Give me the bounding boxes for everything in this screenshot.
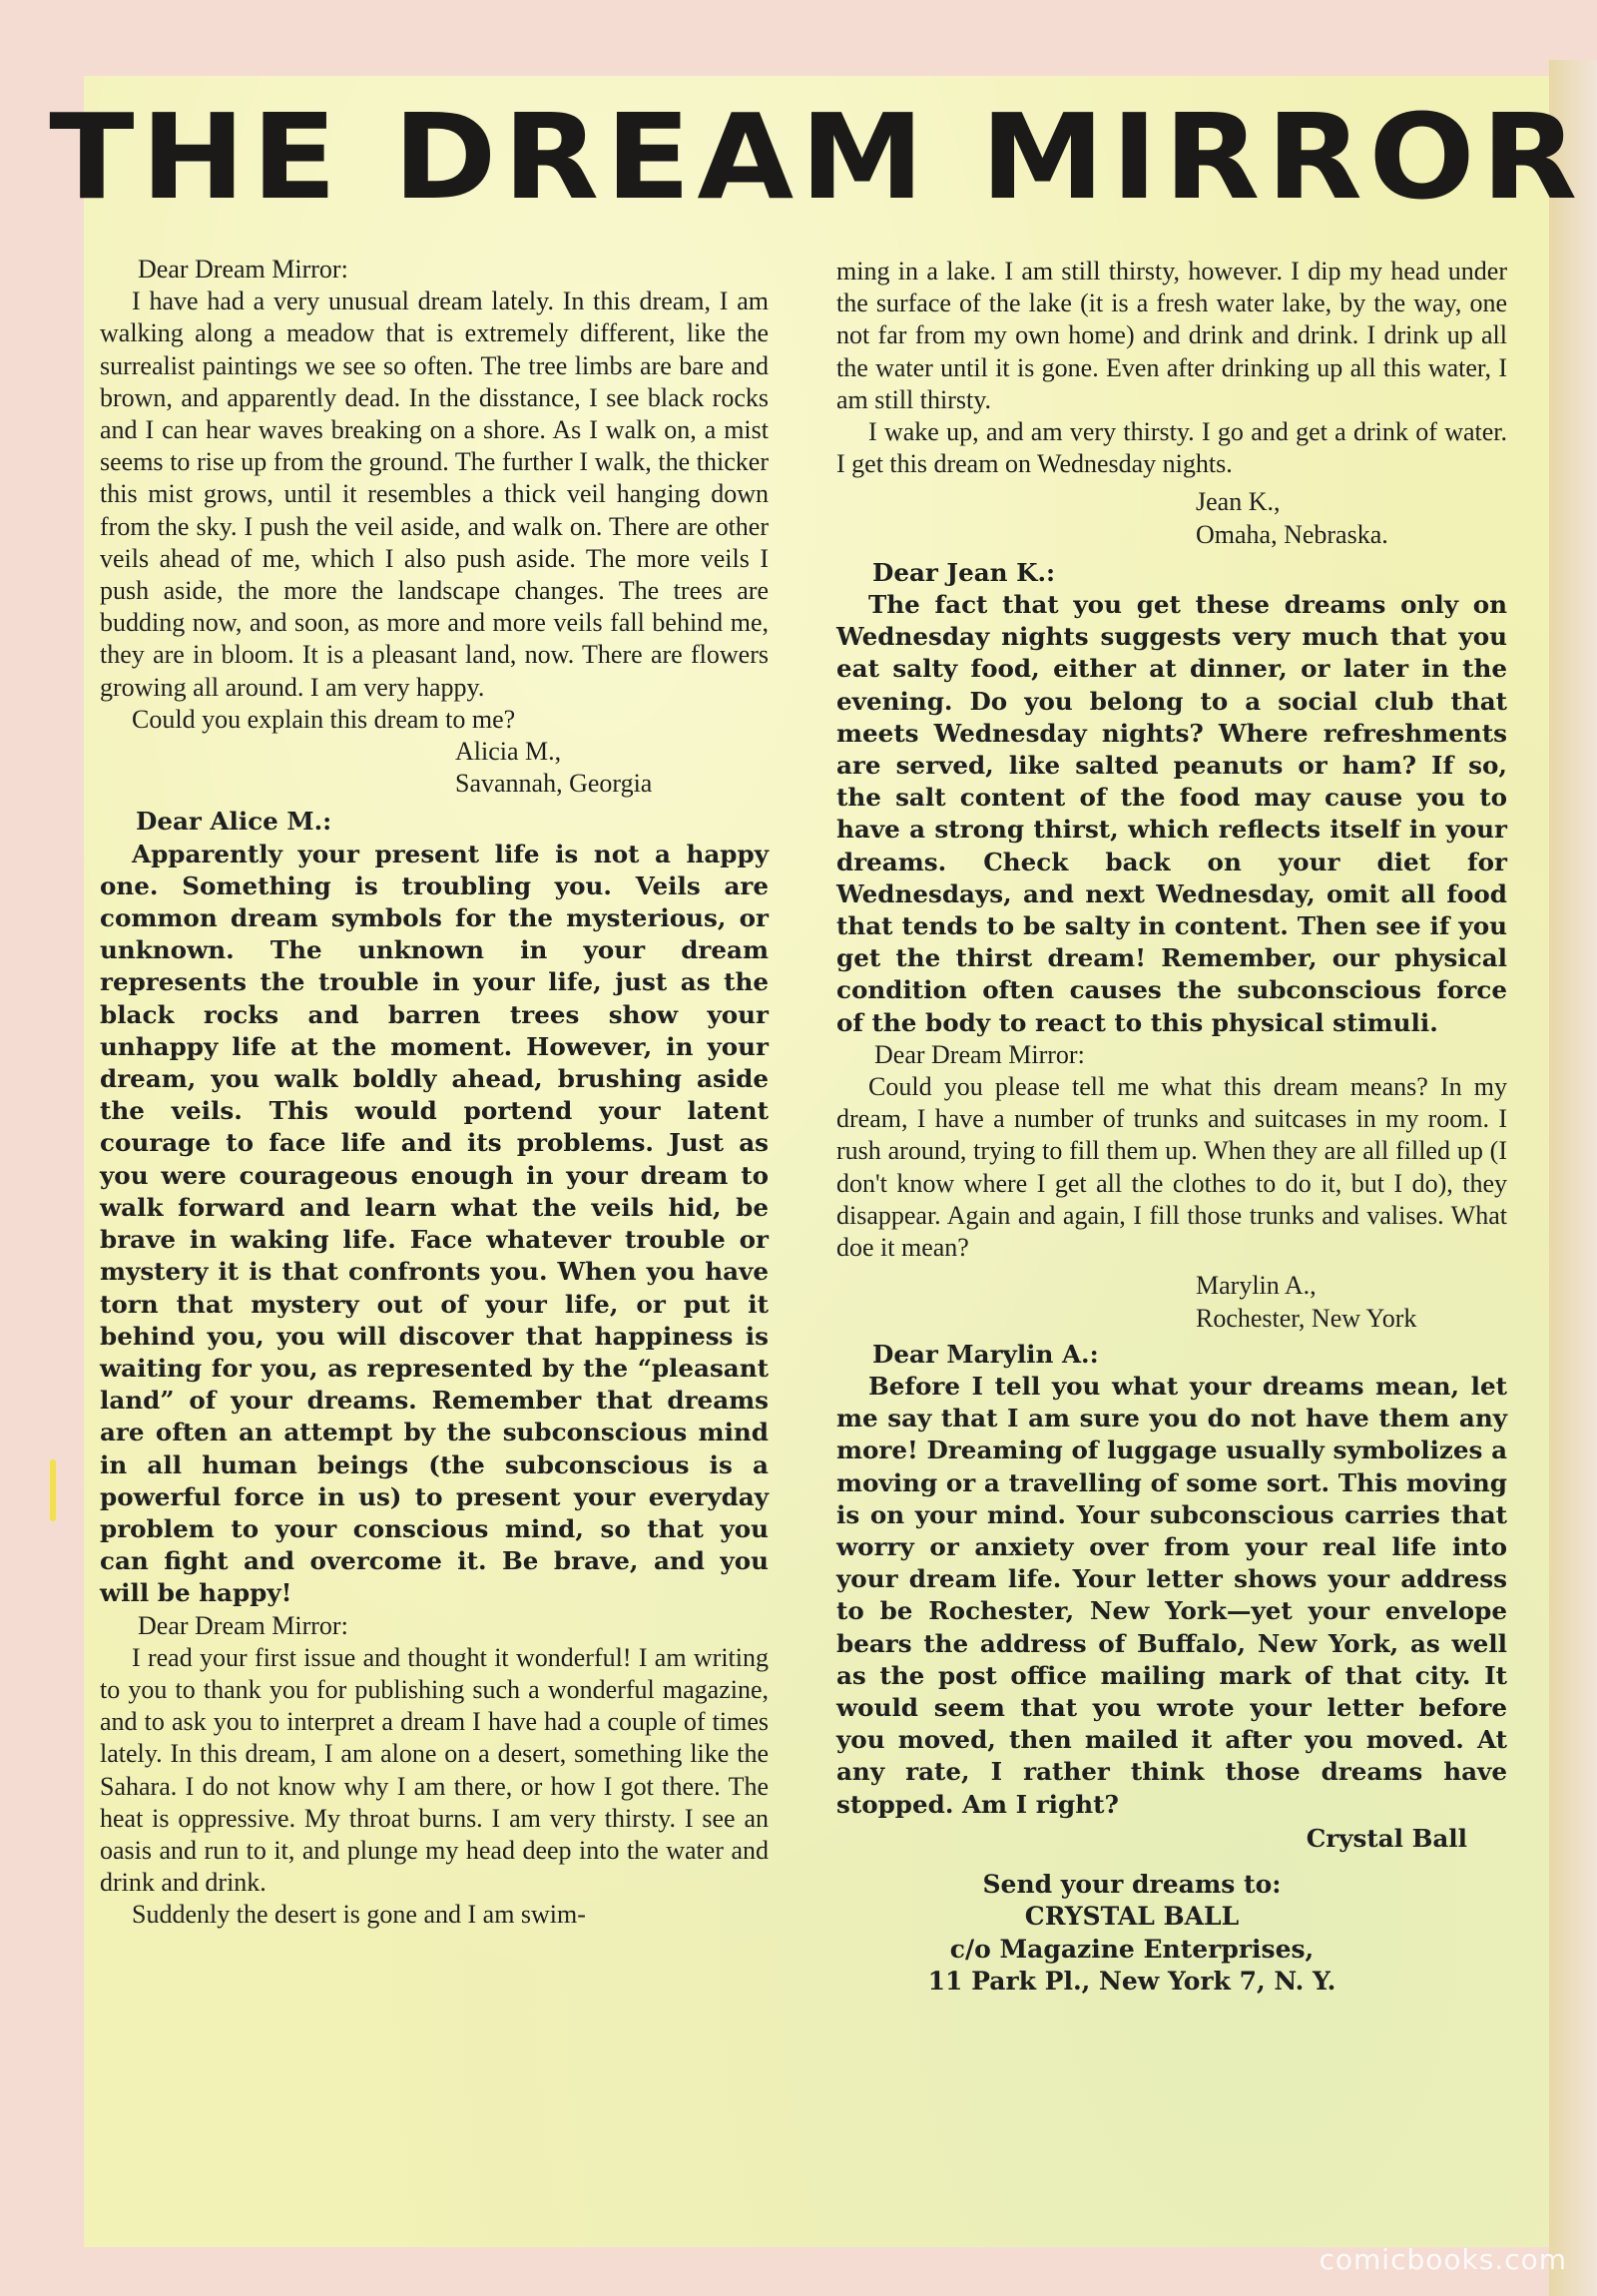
letter2-body1: I read your first issue and thought it wonderful! I am writing to you to thank you for publishing such a wonderful magazine, and to ask you to interpret a dream I have had a couple of times lately. In this dream, I am alone on a desert, something like the Sahara. I do not know why I am there, or how I got there. The heat is oppressive. My throat burns. I am very thirsty. I see an oasis and run to it, and plunge my head deep into the water and drink and drink. [100, 1642, 769, 1898]
letter1-body: I have had a very unusual dream lately. In this dream, I am walking along a meadow that is extremely different, like the surrealist paintings we see so often. The tree limbs are bare and brown, and apparently dead. In the disstance, I see black rocks and I can hear waves breaking on a shore. As I walk on, a mist seems to rise up from the ground. The further I walk, the thicker this mist grows, until it resembles a thick veil hanging down from the sky. I push the veil aside, and walk on. There are other veils ahead of me, which I also push aside. The more veils I push aside, the more the landscape changes. The trees are budding now, and soon, as more and more veils fall behind me, they are in bloom. It is a pleasant land, now. There are flowers growing all around. I am very happy. [100, 287, 769, 702]
letter2-body3: I wake up, and am very thirsty. I go and get a drink of water. I get this dream on Wednesday nights. [836, 417, 1507, 479]
reply3-salutation: Dear Marylin A.: [872, 1339, 1099, 1369]
send-line4: 11 Park Pl., New York 7, N. Y. [927, 1967, 1336, 1997]
letter1-sig-place: Savannah, Georgia [455, 769, 653, 799]
send-address-block [836, 1869, 1507, 1999]
letter2-body2a: Suddenly the desert is gone and I am swim- [132, 1900, 586, 1930]
reply2-salutation: Dear Jean K.: [872, 557, 1056, 587]
reply3-body: Before I tell you what your dreams mean, let me say that I am sure you do not have them any more! Dreaming of luggage usually symbolizes a moving or a travelling of some sort. This moving is on your mind. Your subconscious carries that worry or anxiety over from your real life into your dream life. Your letter shows your address to be Rochester, New York—yet your envelope bears the address of Buffalo, New York, as well as the post office mailing mark of that city. It would seem that you wrote your letter before you moved, then mailed it after you moved. At any rate, I rather think those dreams have stopped. Am I right? [836, 1371, 1507, 1819]
letter3-body: Could you please tell me what this dream means? In my dream, I have a number of trunks and suitcases in my room. I rush around, trying to fill them up. When they are all filled up (I don't know where I get all the clothes to do it, but I do), they disappear. Again and again, I fill those trunks and valises. What doe it mean? [836, 1072, 1507, 1263]
reply1-salutation: Dear Alice M.: [136, 807, 332, 837]
page-edge [1549, 60, 1597, 2296]
page-title: THE DREAM MIRROR [49, 88, 1584, 226]
letter2-sig-place: Omaha, Nebraska. [1196, 519, 1388, 549]
letter2-salutation: Dear Dream Mirror: [138, 1610, 348, 1640]
letter2-sig-name: Jean K., [1196, 487, 1281, 517]
watermark: comicbooks.com [1319, 2243, 1567, 2276]
letter1-question: Could you explain this dream to me? [132, 704, 516, 734]
send-line1: Send your dreams to: [982, 1869, 1282, 1899]
letter1-sig-name: Alicia M., [455, 737, 562, 767]
letter3-salutation: Dear Dream Mirror: [874, 1039, 1085, 1069]
send-line3: c/o Magazine Enterprises, [949, 1934, 1315, 1964]
reply2-body: The fact that you get these dreams only on Wednesday nights suggests very much that you eat salty food, either at dinner, or later in the evening. Do you belong to a social club that meets Wednesday nights? Where refreshments are served, like salted peanuts or ham? If so, the salt content of the food may cause you to have a strong thirst, which reflects itself in your dreams. Check back on your diet for Wednesdays, and next Wednesday, omit all food that tends to be salty in content. Then see if you get the thirst dream! Remember, our physical condition often causes the subconscious force of the body to react to this physical stimuli. [836, 590, 1507, 1037]
left-column [100, 254, 769, 1932]
letter3-sig-name: Marylin A., [1196, 1271, 1317, 1301]
reply3-signature: Crystal Ball [1306, 1823, 1467, 1853]
letter1-salutation: Dear Dream Mirror: [138, 255, 348, 284]
margin-mark [50, 1459, 56, 1521]
reply1-body: Apparently your present life is not a happy one. Something is troubling you. Veils are common dream symbols for the mysterious, or unknown. The unknown in your dream represents the trouble in your life, just as the black rocks and barren trees show your unhappy life at the moment. However, in your dream, you walk boldly ahead, brushing aside the veils. This would portend your latent courage to face life and its problems. Just as you were courageous enough in your dream to walk forward and learn what the veils hid, be brave in waking life. Face whatever trouble or mystery it is that confronts you. When you have torn that mystery out of your life, or put it behind you, you will discover that happiness is waiting for you, as represented by the “pleasant land” of your dreams. Remember that dreams are often an attempt by the subconscious mind in all human beings (the subconscious is a powerful force in us) to present your everyday problem to your conscious mind, so that you can fight and overcome it. Be brave, and you will be happy! [100, 839, 769, 1608]
send-line2: CRYSTAL BALL [1024, 1902, 1240, 1932]
letter2-body2b: ming in a lake. I am still thirsty, however. I dip my head under the surface of the lake (it is a fresh water lake, by the way, one not far from my own home) and drink and drink. I drink up all the water until it is gone. Even after drinking up all this water, I am still thirsty. [836, 257, 1507, 414]
right-column [836, 256, 1507, 1999]
letter3-sig-place: Rochester, New York [1196, 1303, 1417, 1333]
